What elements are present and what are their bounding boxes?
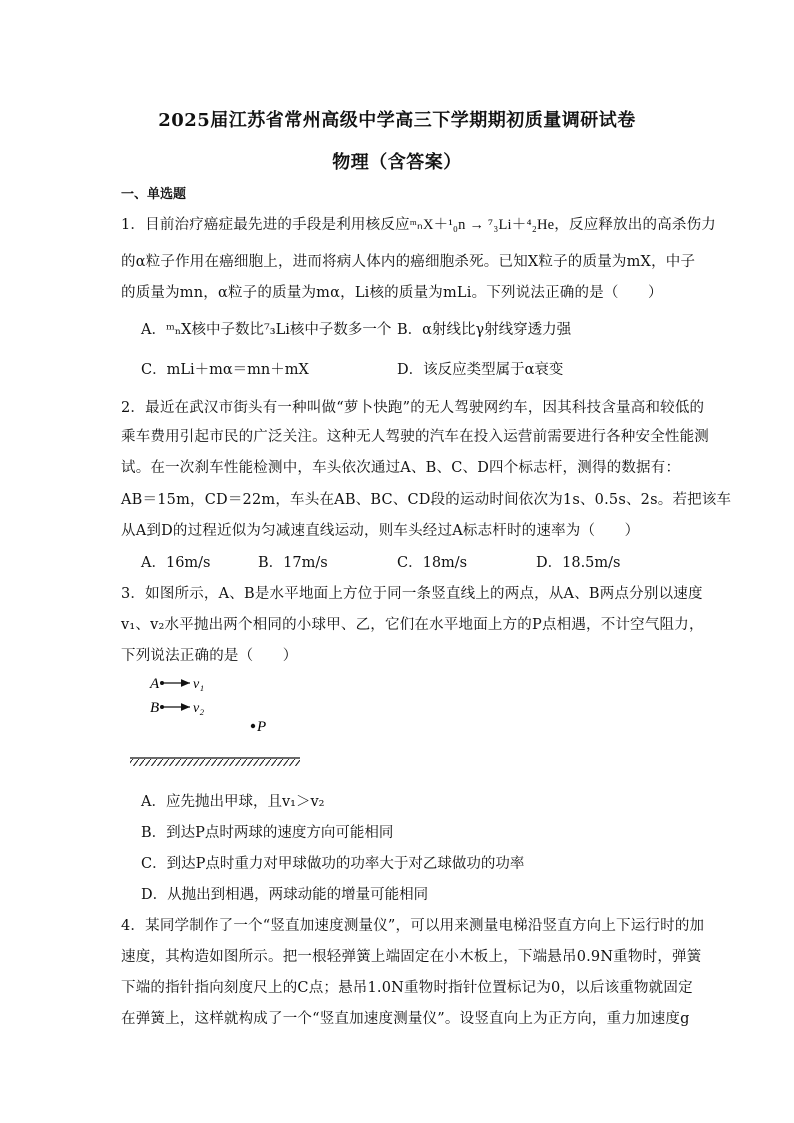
q2-line1: 2．最近在武汉市街头有一种叫做“萝卜快跑”的无人驾驶网约车，因其科技含量高和较低的	[121, 400, 705, 416]
q2-option-b: B．17m/s	[258, 555, 328, 571]
velocity-v1-label: v₁	[193, 677, 205, 692]
q4-line4: 在弹簧上，这样就构成了一个“竖直加速度测量仪”。设竖直向上为正方向，重力加速度g	[121, 1011, 690, 1027]
section-heading: 一、单选题	[121, 187, 187, 202]
point-p-label: P	[257, 719, 267, 735]
q3-line3: 下列说法正确的是（ ）	[121, 648, 298, 664]
q2-option-a: A．16m/s	[141, 555, 211, 571]
q3-option-d: D．从抛出到相遇，两球动能的增量可能相同	[141, 887, 429, 903]
q3-option-c: C．到达P点时重力对甲球做功的功率大于对乙球做功的功率	[141, 856, 525, 872]
q1-line2: 的α粒子作用在癌细胞上，进而将病人体内的癌细胞杀死。已知X粒子的质量为mX，中子	[121, 254, 696, 270]
q3-figure	[120, 672, 310, 772]
point-a-label: A	[150, 676, 160, 692]
q4-line3: 下端的指针指向刻度尺上的C点；悬吊1.0N重物时指针位置标记为0，以后该重物就固定	[121, 980, 693, 996]
q1-option-c: C．mLi＋mα＝mn＋mX	[141, 362, 309, 378]
q4-line1: 4．某同学制作了一个“竖直加速度测量仪”，可以用来测量电梯沿竖直方向上下运行时的加	[121, 918, 705, 934]
exam-title: 2025届江苏省常州高级中学高三下学期期初质量调研试卷	[158, 110, 636, 131]
q1-line1-text-b: ，反应释放出的高杀伤力	[554, 217, 716, 233]
q2-line5: 从A到D的过程近似为匀减速直线运动，则车头经过A标志杆时的速率为（ ）	[121, 523, 640, 539]
q3-option-b: B．到达P点时两球的速度方向可能相同	[141, 825, 394, 841]
q3-option-a: A．应先抛出甲球，且v₁＞v₂	[141, 794, 325, 810]
q1-line3: 的质量为mn，α粒子的质量为mα，Li核的质量为mLi。下列说法正确的是（ ）	[121, 285, 663, 301]
q1-option-d: D．该反应类型属于α衰变	[397, 362, 564, 378]
q2-line3: 试。在一次刹车性能检测中，车头依次通过A、B、C、D四个标志杆，测得的数据有：	[121, 460, 681, 476]
q1-option-b: B．α射线比γ射线穿透力强	[397, 322, 572, 338]
q4-line2: 速度，其构造如图所示。把一根轻弹簧上端固定在小木板上，下端悬吊0.9N重物时，弹簧	[121, 949, 702, 965]
ground-hatching	[130, 759, 300, 766]
exam-subtitle: 物理（含答案）	[332, 152, 462, 173]
q3-line1: 3．如图所示，A、B是水平地面上方位于同一条竖直线上的两点，从A、B两点分别以速度	[121, 586, 703, 602]
q1-option-a: A．ᵐₙX核中子数比⁷₃Li核中子数多一个	[141, 322, 392, 338]
q2-line4: AB＝15m，CD＝22m，车头在AB、BC、CD段的运动时间依次为1s、0.5s、2s。若把该车	[121, 492, 732, 508]
q2-option-c: C．18m/s	[397, 555, 468, 571]
point-b-label: B	[150, 700, 160, 716]
q1-reaction-equation: ᵐₙX＋¹₀n → ⁷₃Li＋⁴₂He	[409, 217, 555, 233]
point-p-dot	[251, 724, 255, 728]
q3-figure-drawing	[120, 672, 310, 772]
velocity-v2-label: v₂	[193, 701, 205, 716]
q3-line2: v₁、v₂水平抛出两个相同的小球甲、乙，它们在水平地面上方的P点相遇，不计空气阻力，	[121, 617, 704, 633]
q2-line2: 乘车费用引起市民的广泛关注。这种无人驾驶的汽车在投入运营前需要进行各种安全性能测	[121, 429, 709, 445]
q1-line1	[121, 213, 716, 234]
q2-option-d: D．18.5m/s	[536, 555, 621, 571]
q1-line1-text-a: 1．目前治疗癌症最先进的手段是利用核反应	[121, 217, 410, 233]
